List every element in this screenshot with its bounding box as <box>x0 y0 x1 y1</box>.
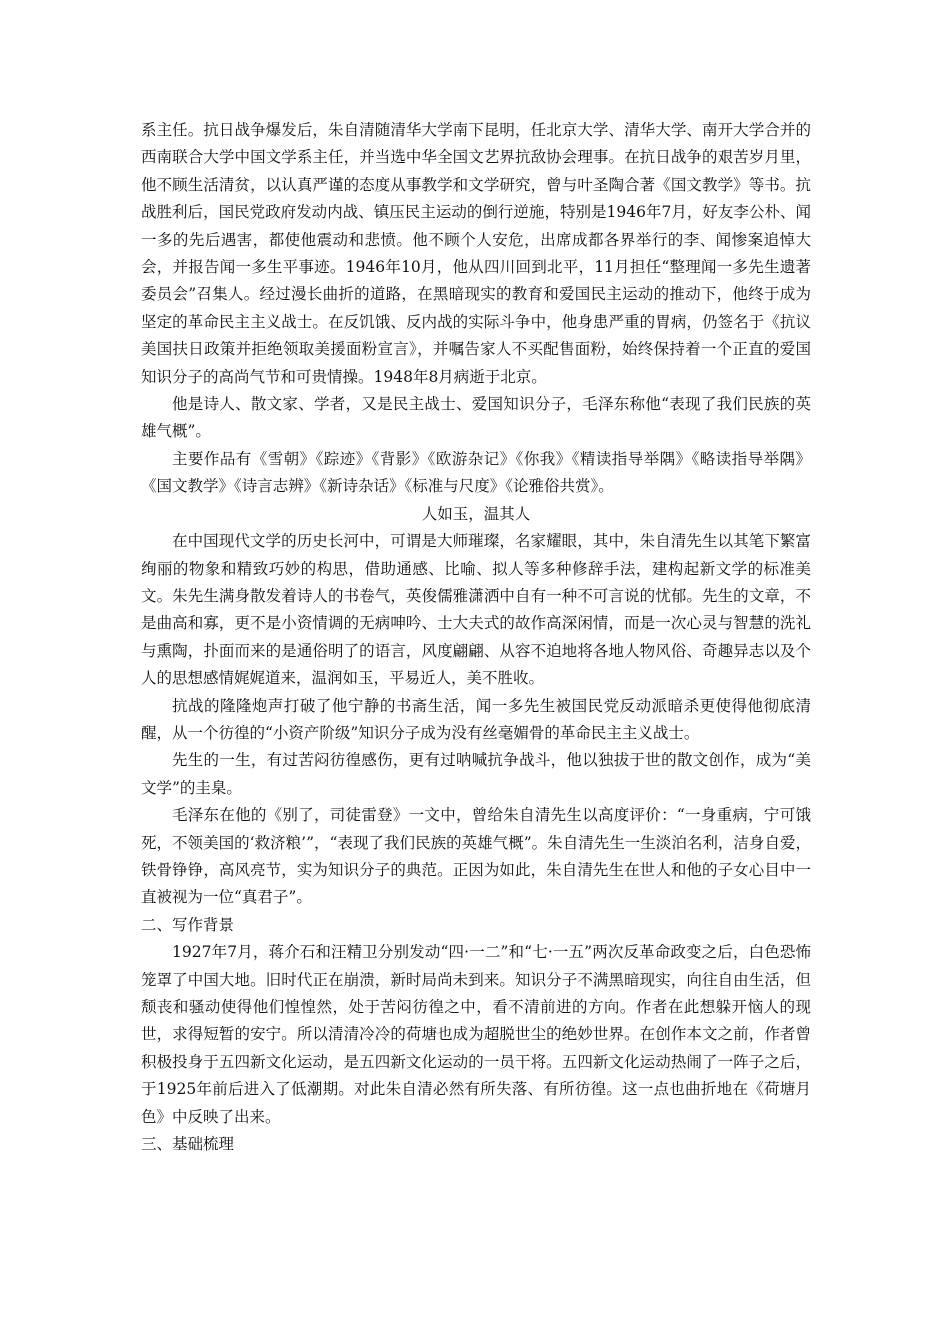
paragraph-mao-evaluation: 毛泽东在他的《别了，司徒雷登》一文中，曾给朱自清先生以高度评价：“一身重病，宁可饿死，不领美国的‘救济粮’”，“表现了我们民族的英雄气概”。朱自清先生一生淡泊名利，洁身自爱，铁骨铮铮，高风亮节，实为知识分子的典范。正因为如此，朱自清先生在世人和他的子女心目中一直被视为一位“真君子”。 <box>141 806 811 907</box>
paragraph-major-works: 主要作品有《雪朝》《踪迹》《背影》《欧游杂记》《你我》《精读指导举隅》《略读指导举隅》《国文教学》《诗言志辨》《新诗杂话》《标准与尺度》《论雅俗共赏》。 <box>141 449 811 496</box>
paragraph-life-summary: 先生的一生，有过苦闷彷徨感伤，更有过呐喊抗争战斗，他以独拔于世的散文创作，成为“美文学”的圭臬。 <box>141 751 811 797</box>
paragraph-war-awakening: 抗战的隆隆炮声打破了他宁静的书斋生活，闻一多先生被国民党反动派暗杀更使得他彻底清醒，从一个彷徨的“小资产阶级”知识分子成为没有丝毫媚骨的革命民主主义战士。 <box>141 696 811 742</box>
paragraph-evaluation: 他是诗人、散文家、学者，又是民主战士、爱国知识分子，毛泽东称他“表现了我们民族的英雄气概”。 <box>141 395 811 441</box>
section-heading-writing-background: 二、写作背景 <box>141 915 235 934</box>
paragraph-writing-background: 1927年7月，蒋介石和汪精卫分别发动“四·一二”和“七·一五”两次反革命政变之后，白色恐怖笼罩了中国大地。旧时代正在崩溃，新时局尚未到来。知识分子不满黑暗现实，向往自由生活，但颓丧和骚动使得他们惶惶然，处于苦闷彷徨之中，看不清前进的方向。作者在此想躲开恼人的现世，求得短暂的安宁。所以清清冷冷的荷塘也成为超脱世尘的绝妙世界。在创作本文之前，作者曾积极投身于五四新文化运动，是五四新文化运动的一员干将。五四新文化运动热闹了一阵子之后，于1925年前后进入了低潮期。对此朱自清必然有所失落、有所彷徨。这一点也曲折地在《荷塘月色》中反映了出来。 <box>141 943 811 1126</box>
paragraph-literary-style: 在中国现代文学的历史长河中，可谓是大师璀璨，名家耀眼，其中，朱自清先生以其笔下繁富绚丽的物象和精致巧妙的构思，借助通感、比喻、拟人等多种修辞手法，建构起新文学的标准美文。朱先生满身散发着诗人的书卷气，英俊儒雅潇洒中自有一种不可言说的忧郁。先生的文章，不是曲高和寡，更不是小资情调的无病呻吟、士大夫式的故作高深闲情，而是一次心灵与智慧的洗礼与熏陶，扑面而来的是通俗明了的语言，风度翩翩、从容不迫地将各地人物风俗、奇趣异志以及个人的思想感情娓娓道来，温润如玉，平易近人，美不胜收。 <box>141 532 811 688</box>
section-heading-basic-review: 三、基础梳理 <box>141 1135 235 1154</box>
paragraph-biography-continued: 系主任。抗日战争爆发后，朱自清随清华大学南下昆明，任北京大学、清华大学、南开大学合并的西南联合大学中国文学系主任，并当选中华全国文艺界抗敌协会理事。在抗日战争的艰苦岁月里，他不顾生活清贫，以认真严谨的态度从事教学和文学研究，曾与叶圣陶合著《国文教学》等书。抗战胜利后，国民党政府发动内战、镇压民主运动的倒行逆施，特别是1946年7月，好友李公朴、闻一多的先后遇害，都使他震动和悲愤。他不顾个人安危，出席成都各界举行的李、闻惨案追悼大会，并报告闻一多生平事迹。1946年10月，他从四川回到北平，11月担任“整理闻一多先生遗著委员会”召集人。经过漫长曲折的道路，在黑暗现实的教育和爱国民主运动的推动下，他终于成为坚定的革命民主主义战士。在反饥饿、反内战的实际斗争中，他身患严重的胃病，仍签名于《抗议美国扶日政策并拒绝领取美援面粉宣言》，并嘱告家人不买配售面粉，始终保持着一个正直的爱国知识分子的高尚气节和可贵情操。1948年8月病逝于北京。 <box>141 121 811 386</box>
document-page <box>141 117 811 1158</box>
section-subtitle: 人如玉，温其人 <box>421 504 531 523</box>
